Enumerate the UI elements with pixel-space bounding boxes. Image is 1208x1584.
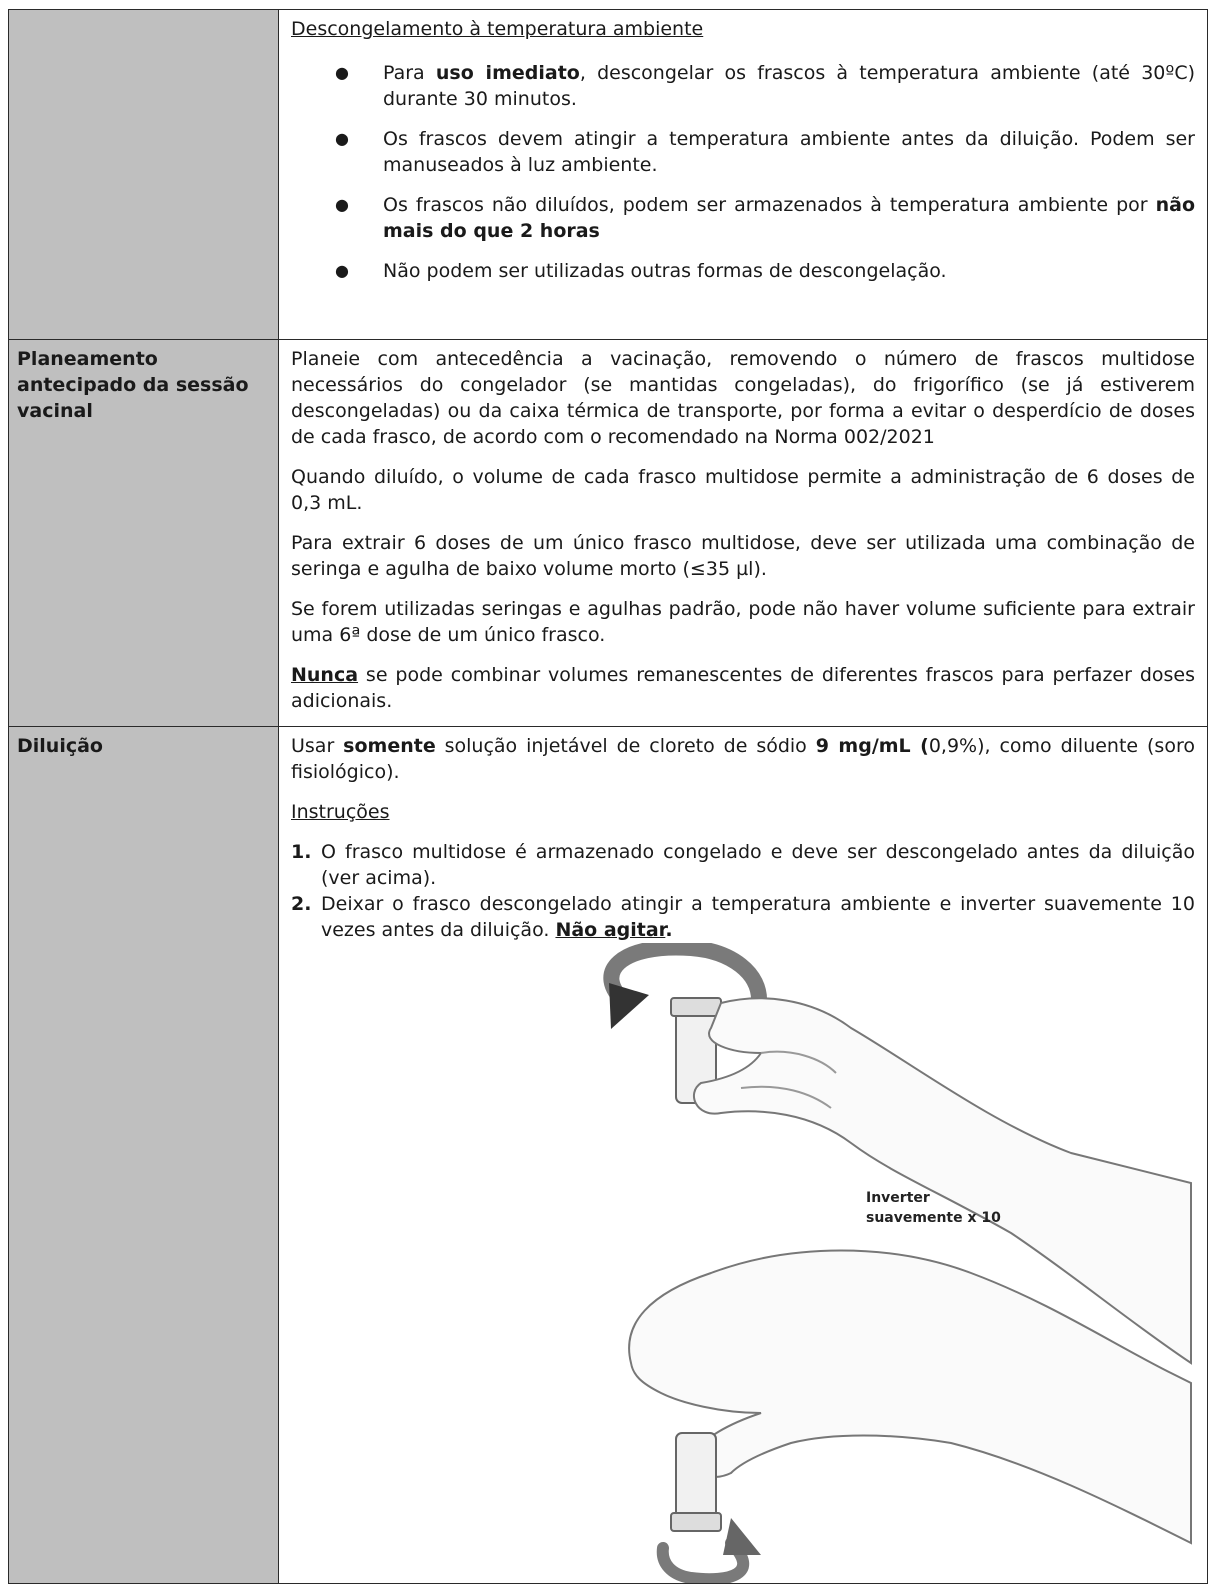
document-page [8, 9, 1208, 1567]
vial-icon [676, 1433, 716, 1518]
row-content-thawing [279, 10, 1208, 340]
bullet-item: ● Para uso imediato, descongelar os frascos à temperatura ambiente (até 30ºC) durante 30 minutos. [291, 60, 1195, 112]
paragraph: Quando diluído, o volume de cada frasco multidose permite a administração de 6 doses de 0,3 mL. [291, 466, 1195, 514]
paragraph: Se forem utilizadas seringas e agulhas padrão, pode não haver volume suficiente para extrair uma 6ª dose de um único frasco. [291, 598, 1195, 646]
vaccine-instructions-table [8, 9, 1208, 1584]
section-heading-thawing: Descongelamento à temperatura ambiente [291, 18, 704, 40]
row-label-dilution: Diluição [9, 727, 279, 1584]
paragraph: Usar somente solução injetável de cloreto de sódio 9 mg/mL (0,9%), como diluente (soro fisiológico). [291, 735, 1195, 783]
row-label-empty [9, 10, 279, 340]
bullet-icon: ● [335, 195, 349, 214]
table-row-thawing [9, 10, 1208, 340]
invert-vial-illustration [291, 943, 1195, 1583]
paragraph: Para extrair 6 doses de um único frasco multidose, deve ser utilizada uma combinação de seringa e agulha de baixo volume morto (≤35 µl). [291, 532, 1195, 580]
hands-vial-drawing [291, 943, 1207, 1583]
figure-caption: Inverter suavemente x 10 [866, 1190, 1001, 1226]
row-label-planning: Planeamento antecipado da sessão vacinal [9, 340, 279, 727]
numbered-step: 2. Deixar o frasco descongelado atingir a temperatura ambiente e inverter suavemente 10 vezes antes da diluição. Não agitar. [291, 893, 1195, 941]
numbered-step: 1. O frasco multidose é armazenado congelado e deve ser descongelado antes da diluição (ver acima). [291, 841, 1195, 889]
bullet-item: ● Não podem ser utilizadas outras formas de descongelação. [291, 258, 1195, 284]
bullet-item: ● Os frascos não diluídos, podem ser armazenados à temperatura ambiente por não mais do que 2 horas [291, 192, 1195, 244]
row-content-dilution [279, 727, 1208, 1584]
table-row-planning [9, 340, 1208, 727]
instructions-heading: Instruções [291, 801, 390, 823]
bullet-icon: ● [335, 261, 349, 280]
bullet-icon: ● [335, 63, 349, 82]
arrowhead-icon [609, 983, 649, 1029]
bullet-icon: ● [335, 129, 349, 148]
paragraph: Planeie com antecedência a vacinação, removendo o número de frascos multidose necessários do congelador (se mantidas congeladas), do frigorífico (se já estiverem descongeladas) ou da caixa térmica de transporte, por forma a evitar o desperdício de doses de cada frasco, de acordo com o recomendado na Norma 002/2021 [291, 348, 1195, 448]
table-row-dilution [9, 727, 1208, 1584]
bullet-item: ● Os frascos devem atingir a temperatura ambiente antes da diluição. Podem ser manuseados à luz ambiente. [291, 126, 1195, 178]
row-content-planning [279, 340, 1208, 727]
paragraph: Nunca se pode combinar volumes remanescentes de diferentes frascos para perfazer doses adicionais. [291, 664, 1195, 712]
arrowhead-icon [723, 1518, 761, 1555]
